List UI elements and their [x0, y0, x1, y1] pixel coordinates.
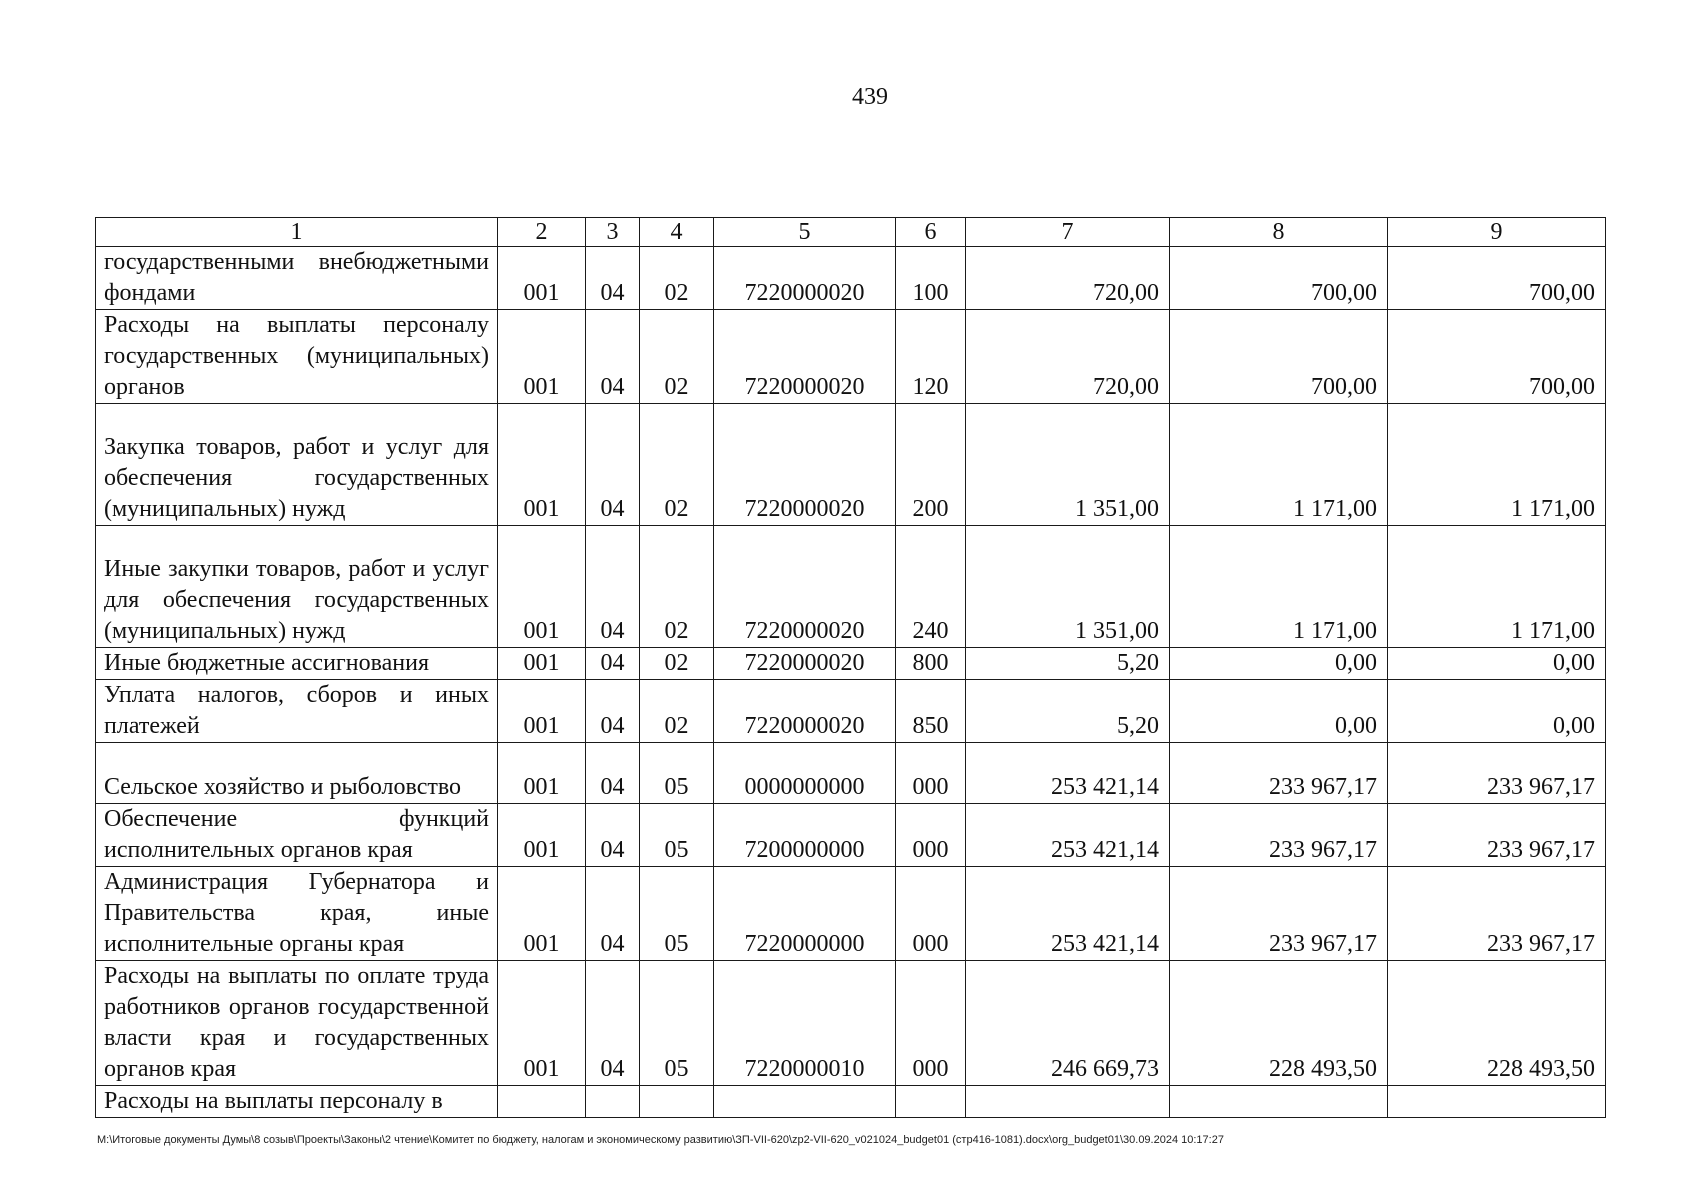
row-section-code: 04	[586, 247, 640, 310]
table-row	[96, 804, 1606, 867]
row-target-article: 7220000020	[714, 526, 896, 648]
row-target-article: 7220000000	[714, 867, 896, 961]
row-amount-9	[1388, 1086, 1606, 1118]
row-amount-8	[1170, 1086, 1388, 1118]
row-amount-7: 5,20	[966, 648, 1170, 680]
row-amount-8: 233 967,17	[1170, 743, 1388, 804]
row-target-article: 7220000020	[714, 648, 896, 680]
column-header-4: 4	[640, 218, 714, 247]
row-expense-type: 000	[896, 743, 966, 804]
row-section-code: 04	[586, 404, 640, 526]
column-header-9: 9	[1388, 218, 1606, 247]
row-ministry-code: 001	[498, 680, 586, 743]
row-expense-type: 240	[896, 526, 966, 648]
table-row	[96, 867, 1606, 961]
row-subsection-code: 02	[640, 404, 714, 526]
column-header-1: 1	[96, 218, 498, 247]
row-amount-7: 253 421,14	[966, 867, 1170, 961]
row-subsection-code: 02	[640, 247, 714, 310]
row-amount-9: 1 171,00	[1388, 526, 1606, 648]
row-amount-8: 0,00	[1170, 648, 1388, 680]
row-section-code: 04	[586, 867, 640, 961]
table-row	[96, 310, 1606, 404]
row-amount-9: 1 171,00	[1388, 404, 1606, 526]
row-target-article: 7220000020	[714, 247, 896, 310]
row-expense-type: 800	[896, 648, 966, 680]
row-target-article: 7220000020	[714, 404, 896, 526]
row-target-article: 0000000000	[714, 743, 896, 804]
row-amount-7: 1 351,00	[966, 526, 1170, 648]
row-amount-8: 700,00	[1170, 310, 1388, 404]
table-row	[96, 247, 1606, 310]
column-header-2: 2	[498, 218, 586, 247]
table-row	[96, 961, 1606, 1086]
row-name: Расходы на выплаты персоналу государственных (муниципальных) органов	[96, 310, 498, 404]
row-expense-type	[896, 1086, 966, 1118]
row-name: Администрация Губернатора и Правительства края, иные исполнительные органы края	[96, 867, 498, 961]
row-amount-8: 700,00	[1170, 247, 1388, 310]
row-amount-9: 228 493,50	[1388, 961, 1606, 1086]
row-target-article	[714, 1086, 896, 1118]
row-target-article: 7200000000	[714, 804, 896, 867]
row-amount-7: 253 421,14	[966, 743, 1170, 804]
row-section-code: 04	[586, 743, 640, 804]
row-name: Иные закупки товаров, работ и услуг для обеспечения государственных (муниципальных) нужд	[96, 526, 498, 648]
row-amount-8: 228 493,50	[1170, 961, 1388, 1086]
row-amount-7: 1 351,00	[966, 404, 1170, 526]
row-section-code: 04	[586, 648, 640, 680]
row-expense-type: 200	[896, 404, 966, 526]
row-section-code: 04	[586, 680, 640, 743]
row-name: Расходы на выплаты по оплате труда работников органов государственной власти края и государственных органов края	[96, 961, 498, 1086]
row-ministry-code: 001	[498, 526, 586, 648]
table-row	[96, 648, 1606, 680]
row-expense-type: 000	[896, 961, 966, 1086]
row-subsection-code: 02	[640, 310, 714, 404]
row-amount-7: 246 669,73	[966, 961, 1170, 1086]
row-section-code: 04	[586, 310, 640, 404]
row-amount-8: 233 967,17	[1170, 867, 1388, 961]
row-expense-type: 000	[896, 804, 966, 867]
row-expense-type: 850	[896, 680, 966, 743]
row-subsection-code: 02	[640, 526, 714, 648]
page-number: 439	[852, 84, 888, 110]
row-subsection-code: 05	[640, 961, 714, 1086]
row-ministry-code: 001	[498, 743, 586, 804]
row-subsection-code: 05	[640, 804, 714, 867]
row-ministry-code: 001	[498, 961, 586, 1086]
row-section-code: 04	[586, 961, 640, 1086]
row-name: Сельское хозяйство и рыболовство	[96, 743, 498, 804]
row-section-code: 04	[586, 804, 640, 867]
row-name: государственными внебюджетными фондами	[96, 247, 498, 310]
row-amount-8: 1 171,00	[1170, 404, 1388, 526]
row-target-article: 7220000020	[714, 680, 896, 743]
table-row	[96, 526, 1606, 648]
row-amount-9: 0,00	[1388, 680, 1606, 743]
row-expense-type: 100	[896, 247, 966, 310]
row-amount-9: 700,00	[1388, 310, 1606, 404]
column-header-5: 5	[714, 218, 896, 247]
row-section-code: 04	[586, 526, 640, 648]
column-header-6: 6	[896, 218, 966, 247]
budget-table	[95, 217, 1606, 1118]
row-name: Расходы на выплаты персоналу в	[96, 1086, 498, 1118]
column-header-3: 3	[586, 218, 640, 247]
row-name: Обеспечение функций исполнительных органов края	[96, 804, 498, 867]
table-row	[96, 680, 1606, 743]
row-amount-8: 233 967,17	[1170, 804, 1388, 867]
row-ministry-code: 001	[498, 867, 586, 961]
table-row	[96, 1086, 1606, 1118]
row-amount-7	[966, 1086, 1170, 1118]
table-row	[96, 404, 1606, 526]
row-expense-type: 120	[896, 310, 966, 404]
row-expense-type: 000	[896, 867, 966, 961]
row-subsection-code: 02	[640, 648, 714, 680]
row-ministry-code: 001	[498, 247, 586, 310]
column-number-header-row	[96, 218, 1606, 247]
row-amount-7: 720,00	[966, 310, 1170, 404]
row-amount-9: 233 967,17	[1388, 867, 1606, 961]
table-row	[96, 743, 1606, 804]
row-name: Уплата налогов, сборов и иных платежей	[96, 680, 498, 743]
row-subsection-code: 05	[640, 867, 714, 961]
row-amount-7: 5,20	[966, 680, 1170, 743]
table-body	[96, 247, 1606, 1118]
row-ministry-code: 001	[498, 404, 586, 526]
row-amount-7: 253 421,14	[966, 804, 1170, 867]
row-amount-9: 0,00	[1388, 648, 1606, 680]
row-ministry-code: 001	[498, 310, 586, 404]
column-header-8: 8	[1170, 218, 1388, 247]
row-amount-9: 233 967,17	[1388, 804, 1606, 867]
row-amount-9: 700,00	[1388, 247, 1606, 310]
row-subsection-code: 02	[640, 680, 714, 743]
row-target-article: 7220000020	[714, 310, 896, 404]
row-amount-9: 233 967,17	[1388, 743, 1606, 804]
column-header-7: 7	[966, 218, 1170, 247]
row-target-article: 7220000010	[714, 961, 896, 1086]
row-amount-7: 720,00	[966, 247, 1170, 310]
row-ministry-code: 001	[498, 804, 586, 867]
row-amount-8: 1 171,00	[1170, 526, 1388, 648]
row-ministry-code	[498, 1086, 586, 1118]
row-name: Иные бюджетные ассигнования	[96, 648, 498, 680]
row-name: Закупка товаров, работ и услуг для обеспечения государственных (муниципальных) нужд	[96, 404, 498, 526]
row-subsection-code	[640, 1086, 714, 1118]
row-amount-8: 0,00	[1170, 680, 1388, 743]
row-section-code	[586, 1086, 640, 1118]
row-ministry-code: 001	[498, 648, 586, 680]
footer-file-path: М:\Итоговые документы Думы\8 созыв\Проекты\Законы\2 чтение\Комитет по бюджету, налогам и экономическому развитию\ЗП-VII-620\zp2-VII-620_v021024_budget01 (стр416-1081).docx\org_budget01\30.09.2024 10:17:27	[97, 1134, 1224, 1146]
row-subsection-code: 05	[640, 743, 714, 804]
